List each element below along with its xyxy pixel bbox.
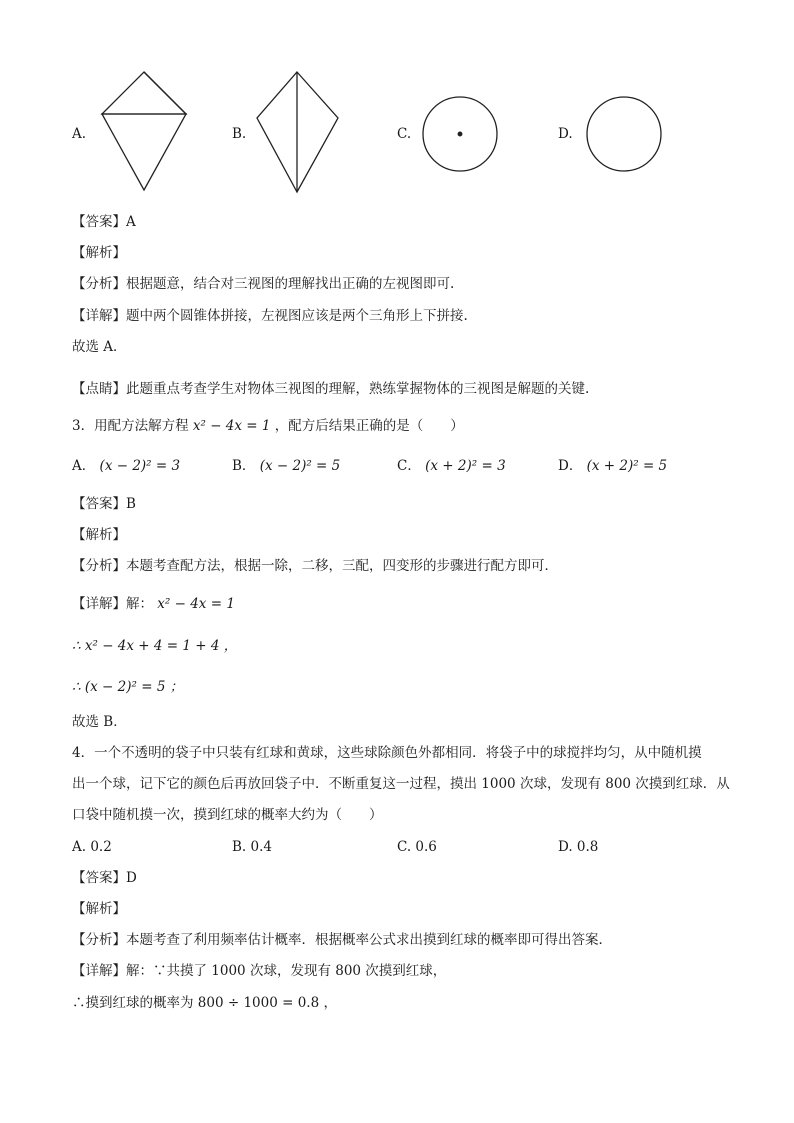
q2-dianjing: 【点睛】此题重点考查学生对物体三视图的理解，熟练掌握物体的三视图是解题的关键. xyxy=(72,381,590,397)
figure-d-circle xyxy=(587,97,661,171)
q3-option-a-expr: (x − 2)² = 3 xyxy=(99,458,181,474)
q3-question-equation: x² − 4x = 1 xyxy=(192,418,271,434)
q3-question-suffix: ，配方后结果正确的是（ ） xyxy=(274,418,464,434)
figure-option-b-diagram xyxy=(254,68,342,196)
q2-analysis-header: 【解析】 xyxy=(72,245,126,261)
q3-option-c-letter: C． xyxy=(397,458,421,474)
q3-option-d-expr: (x + 2)² = 5 xyxy=(586,458,668,474)
q3-question-prefix: 3．用配方法解方程 xyxy=(72,418,189,434)
q4-fenxi: 【分析】本题考查了利用频率估计概率．根据概率公式求出摸到红球的概率即可得出答案． xyxy=(72,932,612,948)
figure-option-a-diagram xyxy=(98,68,190,194)
q4-xiangjie: 【详解】解：∵共摸了 1000 次球，发现有 800 次摸到红球， xyxy=(72,963,447,979)
q4-option-d: D. 0.8 xyxy=(558,839,599,855)
q3-analysis-header: 【解析】 xyxy=(72,527,126,543)
q2-answer: 【答案】A xyxy=(72,214,136,230)
q3-option-c xyxy=(397,456,506,476)
q3-option-a xyxy=(72,456,180,476)
q2-fenxi: 【分析】根据题意，结合对三视图的理解找出正确的左视图即可. xyxy=(72,276,455,292)
q3-step2: ∴ (x − 2)² = 5 ； xyxy=(72,679,184,695)
q4-question-line3: 口袋中随机摸一次，摸到红球的概率大约为（ ） xyxy=(72,807,383,823)
q3-fenxi: 【分析】本题考查配方法，根据一除，二移，三配，四变形的步骤进行配方即可． xyxy=(72,558,558,574)
q3-choose: 故选 B． xyxy=(72,714,127,730)
q4-question-line1: 4．一个不透明的袋子中只装有红球和黄球，这些球除颜色外都相同．将袋子中的球搅拌均匀，从中随机摸 xyxy=(72,745,702,761)
figure-option-d-label: D. xyxy=(558,126,573,142)
q3-option-d xyxy=(558,456,667,476)
q4-option-b: B. 0.4 xyxy=(232,839,272,855)
q4-step1: ∴摸到红球的概率为 800 ÷ 1000 = 0.8 ， xyxy=(72,995,337,1011)
figure-option-c-diagram xyxy=(420,94,500,174)
q3-xiangjie xyxy=(72,594,235,614)
q3-option-b-expr: (x − 2)² = 5 xyxy=(259,458,341,474)
q3-option-b-letter: B． xyxy=(232,458,256,474)
q3-option-a-letter: A． xyxy=(72,458,96,474)
figure-a-lower-triangle xyxy=(102,114,186,190)
q4-analysis-header: 【解析】 xyxy=(72,901,126,917)
q4-option-c: C. 0.6 xyxy=(397,839,437,855)
q2-choose: 故选 A． xyxy=(72,339,127,355)
figure-option-b-label: B. xyxy=(232,126,247,142)
q3-option-c-expr: (x + 2)² = 3 xyxy=(425,458,506,474)
q3-answer: 【答案】B xyxy=(72,496,136,512)
figure-a-upper-triangle xyxy=(102,72,186,114)
figure-c-center-dot xyxy=(458,132,462,136)
q4-answer: 【答案】D xyxy=(72,870,137,886)
q3-xiangjie-prefix: 【详解】解： xyxy=(72,596,153,612)
q2-xiangjie: 【详解】题中两个圆锥体拼接，左视图应该是两个三角形上下拼接. xyxy=(72,308,468,324)
figure-option-c-label: C. xyxy=(397,126,412,142)
q4-question-line2: 出一个球，记下它的颜色后再放回袋子中．不断重复这一过程，摸出 1000 次球，发现有 800 次摸到红球．从 xyxy=(72,776,730,792)
q3-option-d-letter: D． xyxy=(558,458,583,474)
q4-option-a: A. 0.2 xyxy=(72,839,112,855)
q3-question xyxy=(72,416,464,436)
figure-option-a-label: A. xyxy=(72,126,87,142)
q3-step1: ∴ x² − 4x + 4 = 1 + 4 ， xyxy=(72,638,238,654)
q3-step0: x² − 4x = 1 xyxy=(157,596,235,612)
figure-option-d-diagram xyxy=(584,94,664,174)
q3-option-b xyxy=(232,456,340,476)
